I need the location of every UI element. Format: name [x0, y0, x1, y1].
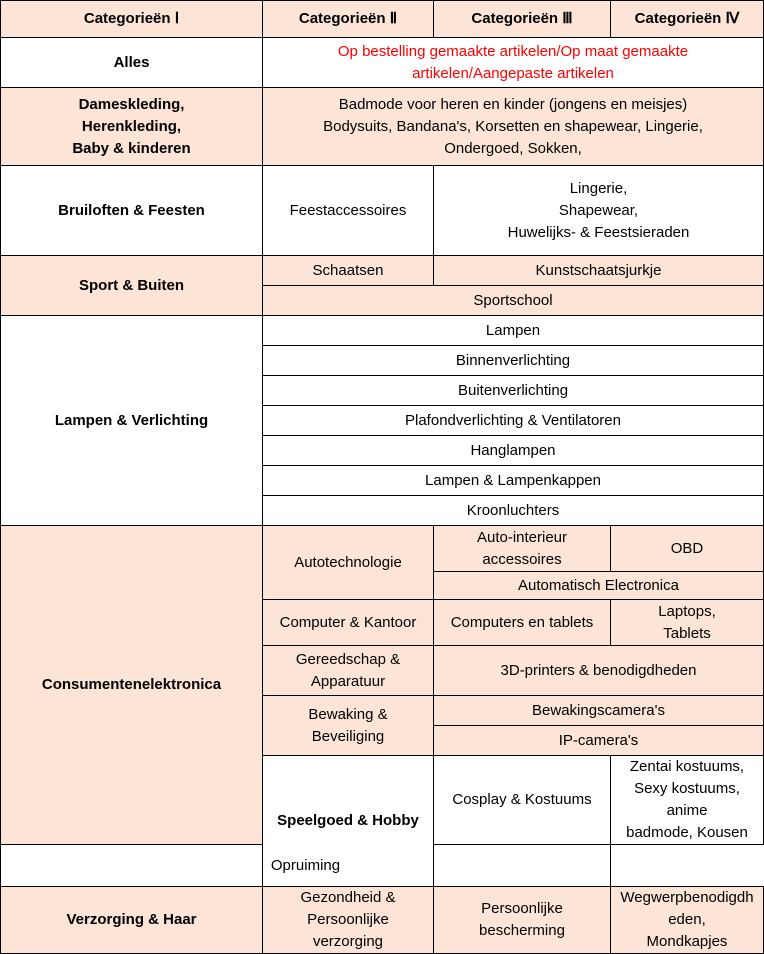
kleding-text: Badmode voor heren en kinder (jongens en meisjes) Bodysuits, Bandana's, Korsetten en shapewear, Lingerie, Ondergoed, Sokken,: [263, 88, 764, 166]
auto-cat2: Autotechnologie: [263, 526, 434, 600]
header-cat2: Categorieën Ⅱ: [263, 1, 434, 38]
row-alles: [1, 38, 764, 88]
speelgoed-row2: Opruiming: [1, 845, 611, 887]
lampen-item: Lampen: [263, 316, 764, 346]
header-row: [1, 1, 764, 38]
cat1-bruiloften: Bruiloften & Feesten: [1, 166, 263, 256]
sport-cat3: Kunstschaatsjurkje: [434, 256, 764, 286]
bruiloften-cat3: Lingerie, Shapewear, Huwelijks- & Feestsieraden: [434, 166, 764, 256]
cat1-elektronica: Consumentenelektronica: [1, 526, 263, 845]
lampen-item: Lampen & Lampenkappen: [263, 466, 764, 496]
cat1-sport: Sport & Buiten: [1, 256, 263, 316]
row-speelgoed-2: [1, 845, 764, 887]
row-lampen-1: [1, 316, 764, 346]
lampen-item: Hanglampen: [263, 436, 764, 466]
auto-cat4: OBD: [611, 526, 764, 572]
computer-cat4: Laptops, Tablets: [611, 600, 764, 646]
gereedschap-cat3: 3D-printers & benodigdheden: [434, 646, 764, 696]
lampen-item: Plafondverlichting & Ventilatoren: [263, 406, 764, 436]
lampen-item: Buitenverlichting: [263, 376, 764, 406]
computer-cat3: Computers en tablets: [434, 600, 611, 646]
cat1-speelgoed: Speelgoed & Hobby: [263, 756, 434, 887]
lampen-item: Kroonluchters: [263, 496, 764, 526]
cat1-verzorging: Verzorging & Haar: [1, 887, 263, 954]
cat1-lampen: Lampen & Verlichting: [1, 316, 263, 526]
speelgoed-cat3: Zentai kostuums, Sexy kostuums, anime badmode, Kousen: [611, 756, 764, 845]
verzorging-cat4: Wegwerpbenodigdh eden, Mondkapjes: [611, 887, 764, 954]
bruiloften-cat2: Feestaccessoires: [263, 166, 434, 256]
auto-cat3: Auto-interieur accessoires: [434, 526, 611, 572]
computer-cat2: Computer & Kantoor: [263, 600, 434, 646]
speelgoed-cat2: Cosplay & Kostuums: [434, 756, 611, 845]
header-cat4: Categorieën Ⅳ: [611, 1, 764, 38]
gereedschap-cat2: Gereedschap & Apparatuur: [263, 646, 434, 696]
verzorging-cat3: Persoonlijke bescherming: [434, 887, 611, 954]
alles-text: Op bestelling gemaakte artikelen/Op maat gemaakte artikelen/Aangepaste artikelen: [263, 38, 764, 88]
cat1-alles: Alles: [1, 38, 263, 88]
row-elektronica-auto-1: [1, 526, 764, 572]
auto-row2: Automatisch Electronica: [434, 572, 764, 600]
header-cat3: Categorieën Ⅲ: [434, 1, 611, 38]
bewaking-cat2: Bewaking & Beveiliging: [263, 696, 434, 756]
cat1-kleding: Dameskleding, Herenkleding, Baby & kinderen: [1, 88, 263, 166]
verzorging-cat2: Gezondheid & Persoonlijke verzorging: [263, 887, 434, 954]
sport-cat2: Schaatsen: [263, 256, 434, 286]
bewaking-cat3a: Bewakingscamera's: [434, 696, 764, 726]
lampen-item: Binnenverlichting: [263, 346, 764, 376]
sport-row2: Sportschool: [263, 286, 764, 316]
row-verzorging: [1, 887, 764, 954]
row-bruiloften: [1, 166, 764, 256]
row-sport-1: [1, 256, 764, 286]
bewaking-cat3b: IP-camera's: [434, 726, 764, 756]
header-cat1: Categorieën Ⅰ: [1, 1, 263, 38]
row-kleding: [1, 88, 764, 166]
